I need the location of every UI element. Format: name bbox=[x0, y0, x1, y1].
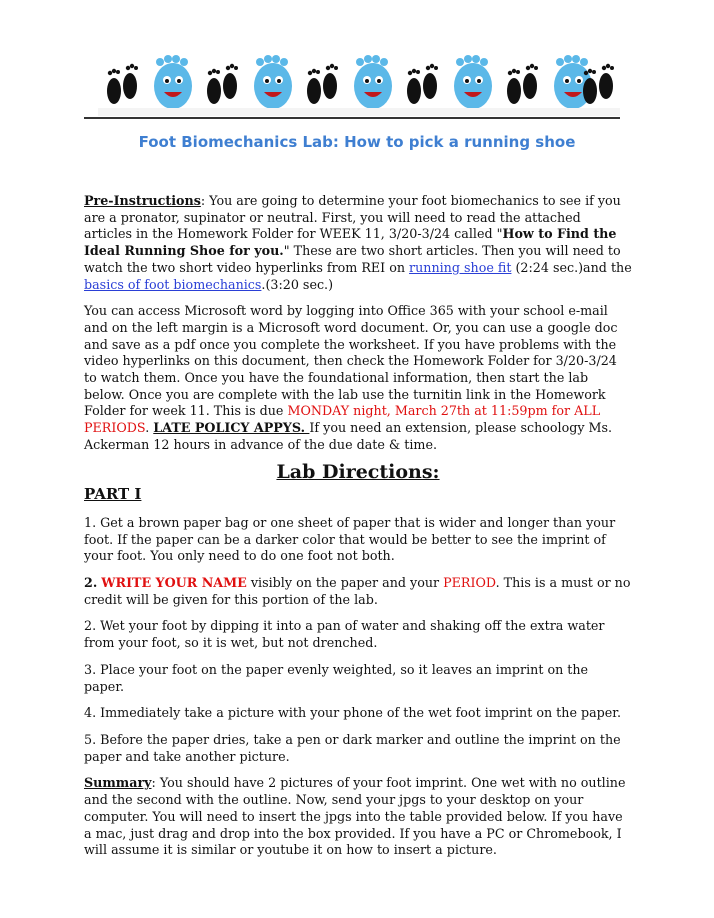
running-shoe-fit-link[interactable]: running shoe fit bbox=[409, 259, 512, 275]
part-heading: PART I bbox=[84, 485, 142, 504]
summary-paragraph: Summary: You should have 2 pictures of your foot imprint. One wet with no outline and the second with the outline. Now, send your jpgs to your desktop on your computer. You will need to insert the jpgs into the table provided below. If you have a mac, just drag and drop into the box provided. If you have a PC or Chromebook, I will assume it is similar or youtube it on how to insert a picture. bbox=[84, 775, 626, 858]
black-footprints-icon bbox=[202, 58, 242, 108]
black-footprints-icon bbox=[578, 58, 618, 108]
step-4: 3. Place your foot on the paper evenly weighted, so it leaves an imprint on the paper. bbox=[84, 661, 589, 694]
blue-foot-character-icon bbox=[250, 54, 296, 112]
pre-instructions-label: Pre-Instructions bbox=[84, 193, 201, 208]
blue-foot-character-icon bbox=[350, 54, 396, 112]
period-word: PERIOD bbox=[443, 575, 496, 591]
pre-instructions-paragraph: Pre-Instructions: You are going to determine your foot biomechanics to see if you are a pronator, supinator or neutral. First, you will need to read the attached articles in the Homework Folder for WEEK 11, 3/20-3/24 called "How to Find the Ideal Running Shoe for you." These are two short articles. Then you will need to watch the two short video hyperlinks from REI on running shoe fit (2:24 sec.)and the basics of foot biomechanics.(3:20 sec.) bbox=[84, 193, 632, 292]
foot-biomechanics-link[interactable]: basics of foot biomechanics bbox=[84, 276, 262, 292]
black-footprints-icon bbox=[502, 58, 542, 108]
step-5: 4. Immediately take a picture with your phone of the wet foot imprint on the paper. bbox=[84, 705, 622, 721]
summary-label: Summary bbox=[84, 775, 152, 791]
due-date: MONDAY night, March 27th at 11:59pm for ALL PERIODS bbox=[84, 403, 601, 436]
page-title: Foot Biomechanics Lab: How to pick a running shoe bbox=[138, 133, 576, 151]
step-3: 2. Wet your foot by dipping it into a pan of water and shaking off the extra water from your foot, so it is wet, but not drenched. bbox=[84, 618, 605, 651]
access-paragraph: You can access Microsoft word by logging into Office 365 with your school e-mail and on the left margin is a Microsoft word document. Or, you can use a google doc and save as a pdf once you complete the worksheet. If you have problems with the video hyperlinks on this document, then check the Homework Folder for 3/20-3/24 to watch them. Once you have the foundational information, then start the lab below. Once you are complete with the lab use the turnitin link in the Homework Folder for week 11. This is due MONDAY night, March 27th at 11:59pm for ALL PERIODS. LATE POLICY APPYS. If you need an extension, please schoology Ms. Ackerman 12 hours in advance of the due date & time. bbox=[84, 303, 618, 452]
step-1: 1. Get a brown paper bag or one sheet of paper that is wider and longer than your foot. If the paper can be a darker color that would be better to see the imprint of your foot. You only need to do one foot not both. bbox=[84, 514, 616, 564]
late-policy: LATE POLICY APPYS. bbox=[153, 420, 310, 436]
lab-directions-heading: Lab Directions: bbox=[276, 460, 440, 483]
banner-strip bbox=[98, 108, 620, 116]
document-body bbox=[84, 193, 632, 869]
header-rule bbox=[84, 117, 620, 119]
blue-foot-character-icon bbox=[150, 54, 196, 112]
write-your-name: WRITE YOUR NAME bbox=[101, 575, 247, 591]
blue-foot-character-icon bbox=[450, 54, 496, 112]
step-6: 5. Before the paper dries, take a pen or dark marker and outline the imprint on the paper and take another picture. bbox=[84, 731, 621, 764]
black-footprints-icon bbox=[102, 58, 142, 108]
black-footprints-icon bbox=[402, 58, 442, 108]
black-footprints-icon bbox=[302, 58, 342, 108]
step-2: 2. WRITE YOUR NAME visibly on the paper and your PERIOD. This is a must or no credit will be given for this portion of the lab. bbox=[84, 575, 631, 607]
